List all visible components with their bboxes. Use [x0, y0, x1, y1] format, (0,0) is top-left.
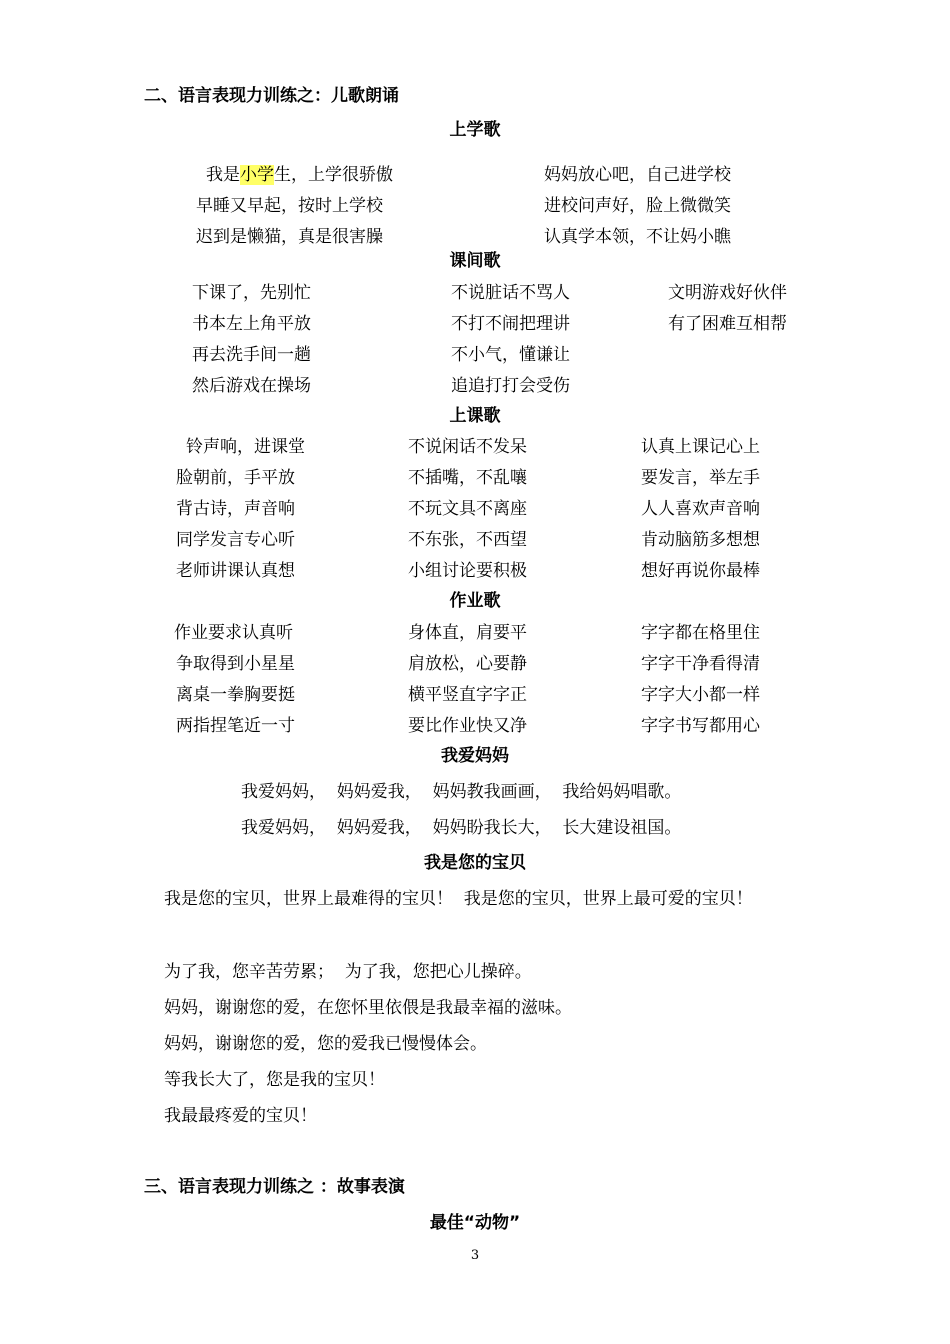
song-line: 等我长大了，您是我的宝贝！ — [164, 1070, 385, 1090]
song-line: 书本左上角平放 — [192, 314, 311, 334]
song-line: 争取得到小星星 — [176, 654, 295, 674]
song-title-kejiange: 课间歌 — [449, 251, 501, 271]
song-line: 不东张，不西望 — [408, 530, 527, 550]
song-line: 迟到是懒猫，真是很害臊 — [196, 227, 383, 247]
song-line: 我爱妈妈， 妈妈爱我， 妈妈教我画画， 我给妈妈唱歌。 — [241, 782, 682, 802]
song-line: 脸朝前，手平放 — [176, 468, 295, 488]
song-line: 要发言，举左手 — [641, 468, 760, 488]
song-line: 妈妈，谢谢您的爱，您的爱我已慢慢体会。 — [164, 1034, 487, 1054]
song-line: 想好再说你最棒 — [641, 561, 760, 581]
song-title-shangxuege: 上学歌 — [449, 120, 501, 140]
song-title-wo-shi-nin-de-baobei: 我是您的宝贝 — [424, 853, 526, 873]
song-line: 铃声响，进课堂 — [186, 437, 305, 457]
song-line: 有了困难互相帮 — [668, 314, 787, 334]
song-line: 认真上课记心上 — [641, 437, 760, 457]
song-line: 肩放松，心要静 — [408, 654, 527, 674]
song-line: 下课了，先别忙 — [192, 283, 311, 303]
song-title-shangkege: 上课歌 — [449, 406, 501, 426]
song-line: 认真学本领，不让妈小瞧 — [544, 227, 731, 247]
song-line: 为了我，您辛苦劳累； 为了我，您把心儿操碎。 — [164, 962, 532, 982]
song-line: 要比作业快又净 — [408, 716, 527, 736]
song-line: 然后游戏在操场 — [192, 376, 311, 396]
song-line: 妈妈，谢谢您的爱，在您怀里依偎是我最幸福的滋味。 — [164, 998, 572, 1018]
song-line: 不小气，懂谦让 — [451, 345, 570, 365]
song-line: 离桌一拳胸要挺 — [176, 685, 295, 705]
song-line: 老师讲课认真想 — [176, 561, 295, 581]
song-line: 我是小学生，上学很骄傲 — [206, 165, 393, 185]
section-heading: 三、语言表现力训练之 ：故事表演 — [144, 1177, 405, 1197]
song-line: 我爱妈妈， 妈妈爱我， 妈妈盼我长大， 长大建设祖国。 — [241, 818, 682, 838]
song-line: 不说闲话不发呆 — [408, 437, 527, 457]
section-heading: 二、语言表现力训练之：儿歌朗诵 — [144, 86, 399, 106]
song-line: 不打不闹把理讲 — [451, 314, 570, 334]
song-line: 字字都在格里住 — [641, 623, 760, 643]
song-line: 文明游戏好伙伴 — [668, 283, 787, 303]
song-title-zuoyege: 作业歌 — [449, 591, 501, 611]
song-line: 再去洗手间一趟 — [192, 345, 311, 365]
song-line: 人人喜欢声音响 — [641, 499, 760, 519]
highlighted-text: 小学 — [240, 165, 274, 185]
song-title-woaimama: 我爱妈妈 — [441, 746, 509, 766]
song-line: 肯动脑筋多想想 — [641, 530, 760, 550]
song-line: 背古诗，声音响 — [176, 499, 295, 519]
song-line: 妈妈放心吧，自己进学校 — [544, 165, 731, 185]
song-line: 字字书写都用心 — [641, 716, 760, 736]
song-line: 作业要求认真听 — [174, 623, 293, 643]
story-title: 最佳“动物” — [429, 1213, 521, 1233]
song-line: 不玩文具不离座 — [408, 499, 527, 519]
song-line: 不插嘴，不乱嚷 — [408, 468, 527, 488]
song-line: 字字大小都一样 — [641, 685, 760, 705]
song-line: 两指捏笔近一寸 — [176, 716, 295, 736]
song-line: 我是您的宝贝，世界上最难得的宝贝！ 我是您的宝贝，世界上最可爱的宝贝！ — [164, 889, 753, 909]
song-line: 进校问声好，脸上微微笑 — [544, 196, 731, 216]
song-line: 追追打打会受伤 — [451, 376, 570, 396]
song-line: 我最最疼爱的宝贝！ — [164, 1106, 317, 1126]
song-line: 不说脏话不骂人 — [451, 283, 570, 303]
song-line: 同学发言专心听 — [176, 530, 295, 550]
page-number: 3 — [470, 1248, 480, 1263]
song-line: 早睡又早起，按时上学校 — [196, 196, 383, 216]
song-line: 身体直，肩要平 — [408, 623, 527, 643]
song-line: 小组讨论要积极 — [408, 561, 527, 581]
song-line: 字字干净看得清 — [641, 654, 760, 674]
song-line: 横平竖直字字正 — [408, 685, 527, 705]
